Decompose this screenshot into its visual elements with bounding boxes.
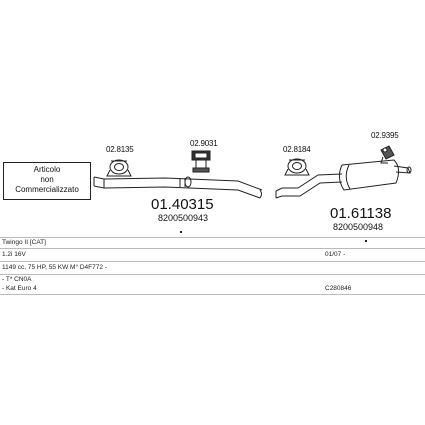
left-pipe-marker-dot (180, 231, 182, 233)
spec-row-divider (0, 237, 425, 238)
left-hanger-drawing (192, 151, 210, 172)
spec-row-divider (0, 248, 425, 249)
right-clamp-drawing (285, 159, 309, 175)
spec-emission: - Kat Euro 4 (2, 285, 37, 292)
spec-row-divider (0, 294, 425, 295)
left-pipe-drawing (94, 177, 262, 198)
left-hanger-code: 02.9031 (190, 139, 218, 148)
right-muffler-drawing (276, 160, 411, 198)
notice-line-3: Commercializzato (15, 185, 79, 194)
spec-power: 1149 cc, 75 HP, 55 KW M° D4F772 - (2, 264, 107, 271)
spec-chassis: - T* CN0A (2, 276, 32, 283)
spec-date: 01/07 - (325, 251, 346, 258)
right-muffler-oem: 8200500948 (333, 222, 384, 232)
spec-row-divider (0, 274, 425, 275)
left-clamp-code: 02.8135 (106, 145, 134, 154)
right-muffler-marker-dot (365, 240, 367, 242)
spec-engine: 1.2i 16V (2, 251, 26, 258)
notice-line-1: Articolo (33, 165, 61, 174)
left-clamp-drawing (107, 160, 131, 176)
spec-row-divider (0, 261, 425, 262)
right-hanger-code: 02.9395 (371, 131, 399, 140)
left-pipe-code: 01.40315 (151, 196, 214, 213)
left-pipe-oem: 8200500943 (158, 213, 209, 223)
right-clamp-code: 02.8184 (283, 145, 311, 154)
spec-model: Twingo II [CAT] (2, 239, 46, 246)
right-muffler-code: 01.61138 (330, 205, 392, 222)
spec-catalog: C280846 (325, 285, 352, 292)
notice-line-2: non (40, 175, 54, 184)
